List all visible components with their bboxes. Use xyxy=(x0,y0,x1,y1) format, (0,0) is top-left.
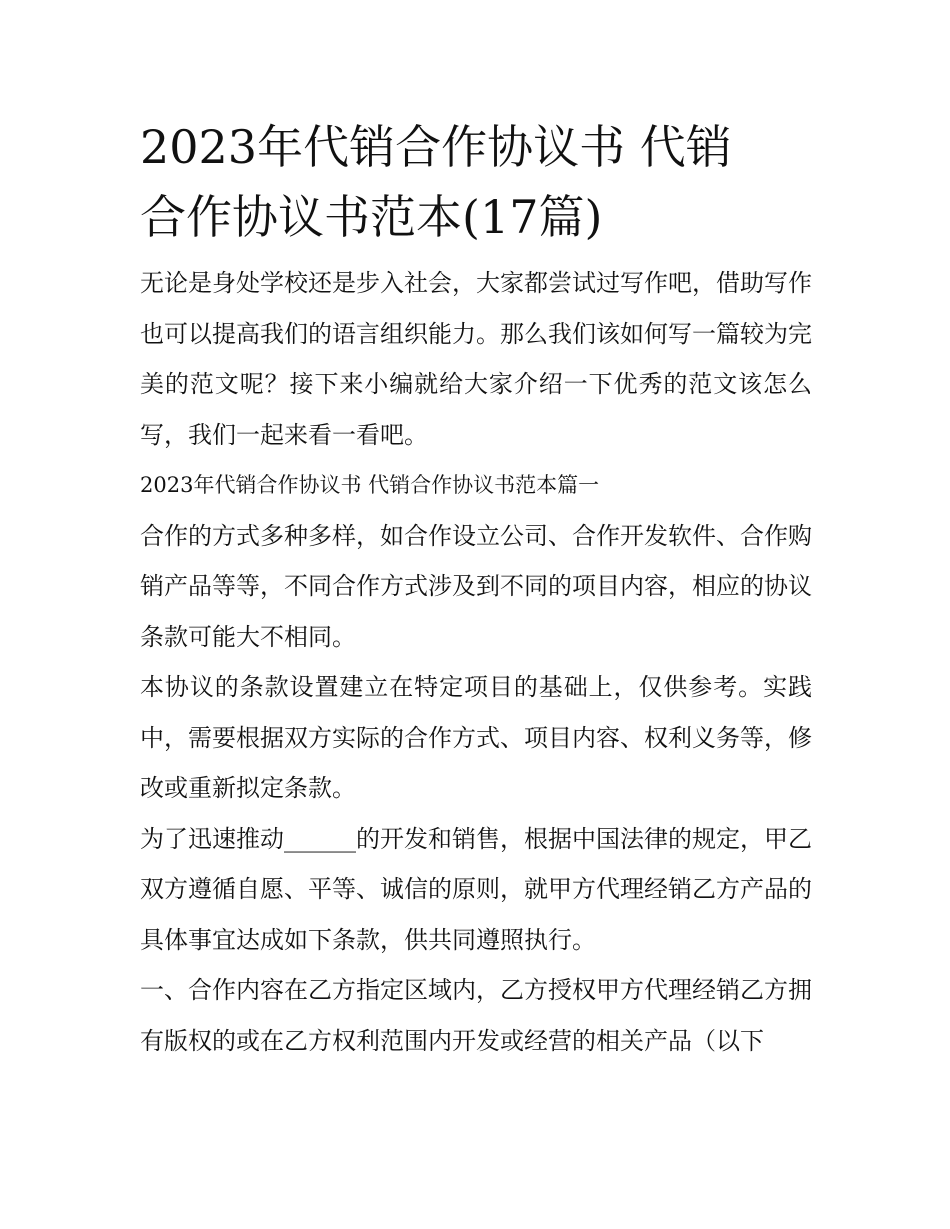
intro-paragraph: 无论是身处学校还是步入社会，大家都尝试过写作吧，借助写作也可以提高我们的语言组织能力。那么我们该如何写一篇较为完美的范文呢？接下来小编就给大家介绍一下优秀的范文该怎么写，我们一起来看一看吧。 xyxy=(140,269,812,449)
body-paragraph: 一、合作内容在乙方指定区域内，乙方授权甲方代理经销乙方拥有版权的或在乙方权利范围内开发或经营的相关产品（以下 xyxy=(140,976,812,1055)
document-page xyxy=(140,112,812,1066)
title-line-1: 2023年代销合作协议书 代销 xyxy=(140,120,732,174)
body-paragraph: 为了迅速推动______的开发和销售，根据中国法律的规定，甲乙双方遵循自愿、平等、诚信的原则，就甲方代理经销乙方产品的具体事宜达成如下条款，供共同遵照执行。 xyxy=(140,824,812,954)
document-title xyxy=(140,112,812,252)
section-heading: 2023年代销合作协议书 代销合作协议书范本篇一 xyxy=(140,473,600,497)
title-line-2: 合作协议书范本(17篇) xyxy=(140,190,603,244)
body-paragraph: 合作的方式多种多样，如合作设立公司、合作开发软件、合作购销产品等等，不同合作方式涉及到不同的项目内容，相应的协议条款可能大不相同。 xyxy=(140,521,812,651)
body-paragraph: 本协议的条款设置建立在特定项目的基础上，仅供参考。实践中，需要根据双方实际的合作方式、项目内容、权利义务等，修改或重新拟定条款。 xyxy=(140,673,812,802)
